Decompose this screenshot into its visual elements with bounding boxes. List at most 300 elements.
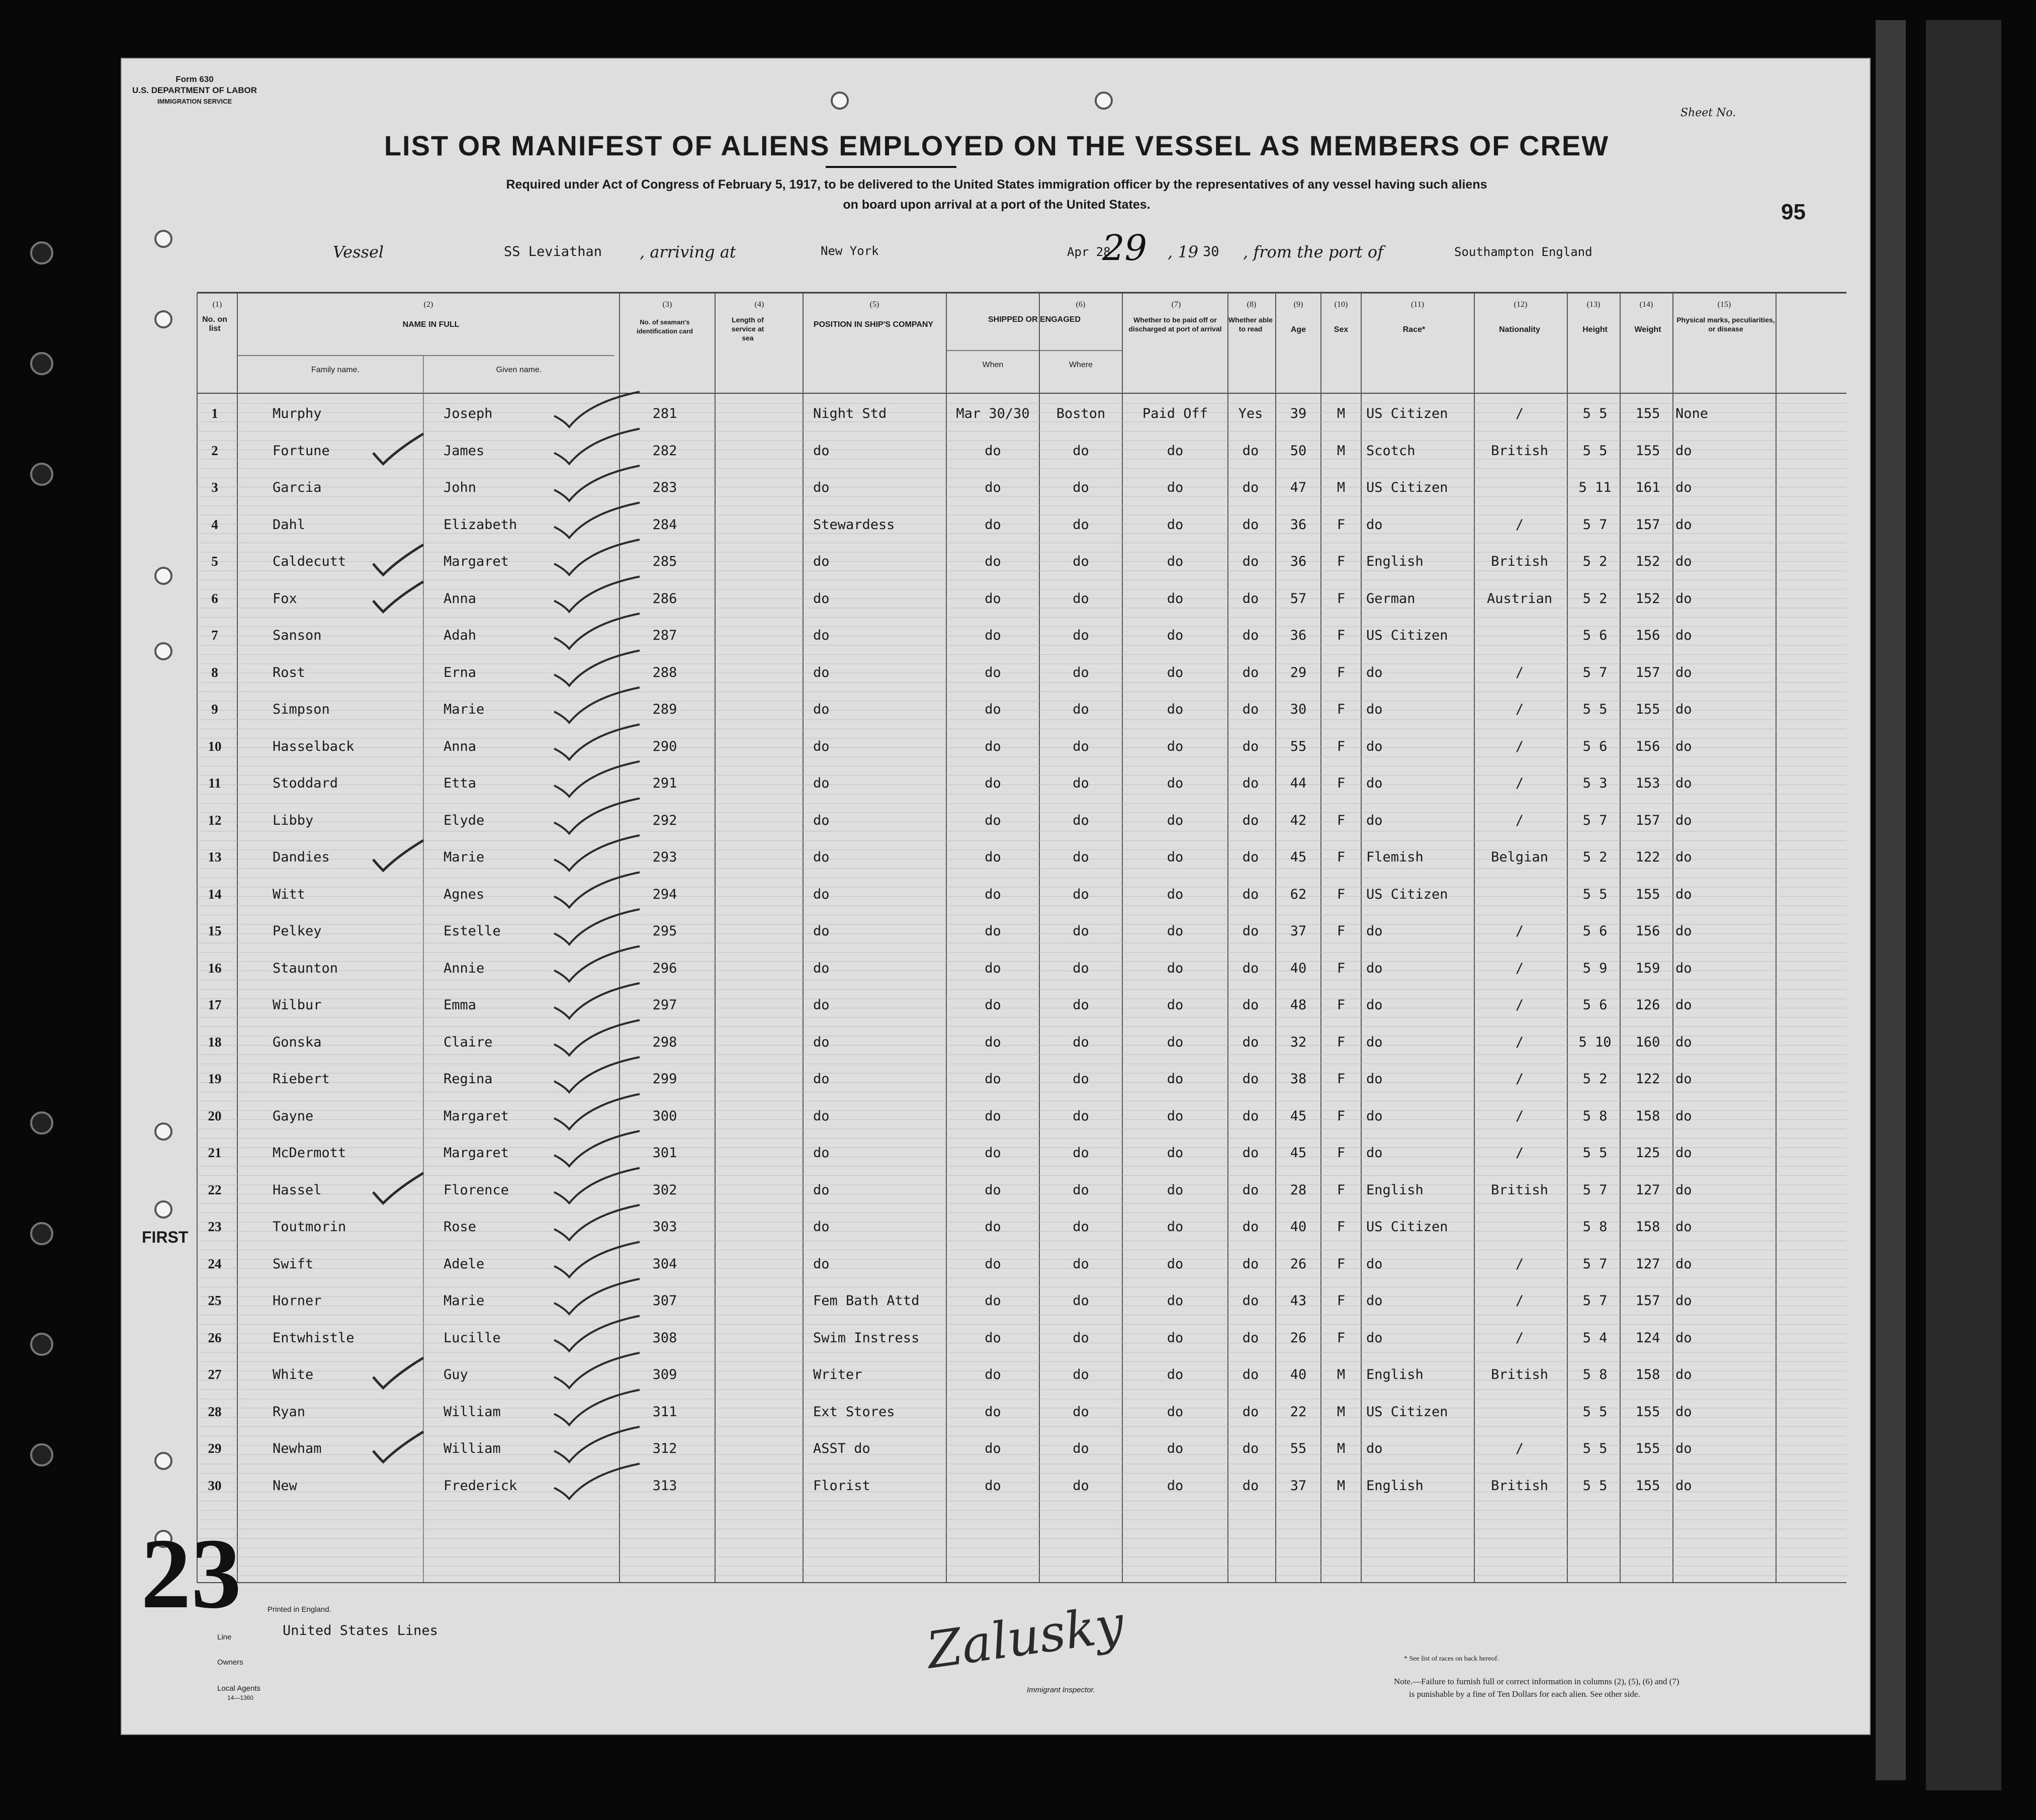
cell-card: 299 bbox=[652, 1071, 677, 1087]
cell-nationality: / bbox=[1515, 923, 1524, 939]
cell-paid: do bbox=[1167, 664, 1184, 680]
cell-paid: do bbox=[1167, 1219, 1184, 1235]
page-title: LIST OR MANIFEST OF ALIENS EMPLOYED ON THE VESSEL AS MEMBERS OF CREW bbox=[384, 130, 1610, 161]
cell-where: do bbox=[1073, 1256, 1089, 1272]
hole-punch bbox=[154, 642, 172, 660]
cell-marks: do bbox=[1675, 1034, 1692, 1050]
immigrant-inspector-label: Immigrant Inspector. bbox=[1027, 1686, 1096, 1694]
cell-no: 19 bbox=[208, 1071, 222, 1086]
header-when: When bbox=[982, 361, 1004, 369]
cell-given: Erna bbox=[444, 664, 477, 680]
checkmark bbox=[554, 577, 640, 612]
column-number: (1) bbox=[212, 300, 222, 309]
cell-read: do bbox=[1242, 1034, 1259, 1050]
cell-where: do bbox=[1073, 1034, 1089, 1050]
cell-family: Caldecutt bbox=[273, 554, 346, 569]
cell-no: 26 bbox=[208, 1330, 222, 1345]
cell-race: do bbox=[1366, 1330, 1383, 1346]
cell-nationality: / bbox=[1515, 1330, 1524, 1346]
cell-nationality: / bbox=[1515, 738, 1524, 754]
hole-punch bbox=[154, 1200, 172, 1219]
cell-sex: F bbox=[1337, 997, 1346, 1013]
cell-race: do bbox=[1366, 1441, 1383, 1456]
cell-race: do bbox=[1366, 1034, 1383, 1050]
cell-age: 55 bbox=[1290, 1441, 1307, 1456]
cell-given: Guy bbox=[444, 1367, 468, 1382]
cell-given: William bbox=[444, 1404, 501, 1420]
cell-family: Toutmorin bbox=[273, 1219, 346, 1235]
column-number: (12) bbox=[1514, 300, 1528, 309]
cell-weight: 127 bbox=[1635, 1256, 1660, 1272]
cell-position: do bbox=[813, 590, 830, 606]
checkmark bbox=[554, 392, 640, 427]
cell-weight: 125 bbox=[1635, 1145, 1660, 1161]
cell-given: Frederick bbox=[444, 1478, 517, 1494]
cell-paid: do bbox=[1167, 1441, 1184, 1456]
cell-age: 62 bbox=[1290, 886, 1307, 902]
cell-no: 23 bbox=[208, 1219, 222, 1234]
cell-when: do bbox=[985, 516, 1001, 533]
cell-no: 17 bbox=[208, 997, 222, 1012]
cell-read: do bbox=[1242, 1071, 1259, 1087]
cell-no: 3 bbox=[211, 480, 218, 495]
cell-height: 5 8 bbox=[1582, 1367, 1608, 1382]
cell-no: 14 bbox=[208, 886, 222, 902]
cell-when: do bbox=[985, 1441, 1001, 1456]
cell-card: 296 bbox=[652, 960, 677, 976]
cell-sex: M bbox=[1337, 1441, 1346, 1456]
cell-race: do bbox=[1366, 1256, 1383, 1272]
cell-nationality: / bbox=[1515, 516, 1524, 533]
cell-marks: do bbox=[1675, 775, 1692, 791]
cell-nationality: Austrian bbox=[1486, 590, 1553, 606]
cell-given: Marie bbox=[444, 702, 485, 717]
column-number: (13) bbox=[1586, 300, 1601, 309]
cell-read: do bbox=[1242, 1219, 1259, 1235]
cell-marks: do bbox=[1675, 738, 1692, 754]
cell-card: 282 bbox=[652, 443, 677, 459]
cell-paid: do bbox=[1167, 1256, 1184, 1272]
first-class-label: FIRST bbox=[142, 1228, 189, 1246]
cell-given: Regina bbox=[444, 1071, 493, 1087]
cell-given: Margaret bbox=[444, 554, 509, 569]
cell-sex: F bbox=[1337, 1034, 1346, 1050]
header-race: Race* bbox=[1402, 325, 1426, 334]
cell-sex: M bbox=[1337, 1478, 1346, 1494]
cell-paid: do bbox=[1167, 960, 1184, 976]
cell-family: Dandies bbox=[273, 849, 330, 865]
column-number: (3) bbox=[662, 300, 672, 309]
cell-sex: F bbox=[1337, 1293, 1346, 1309]
cell-age: 55 bbox=[1290, 738, 1307, 754]
cell-height: 5 7 bbox=[1582, 1256, 1608, 1272]
cell-family: Murphy bbox=[273, 406, 322, 421]
cell-paid: do bbox=[1167, 480, 1184, 495]
checkmark bbox=[554, 1316, 640, 1351]
checkmark bbox=[554, 1390, 640, 1425]
cell-nationality: British bbox=[1491, 1182, 1548, 1198]
column-number: (6) bbox=[1076, 300, 1086, 309]
cell-card: 304 bbox=[652, 1256, 677, 1272]
cell-sex: M bbox=[1337, 1404, 1346, 1420]
cell-card: 288 bbox=[652, 664, 677, 680]
cell-family: Hasselback bbox=[273, 738, 355, 754]
checkmark bbox=[554, 1205, 640, 1240]
header-age: Age bbox=[1290, 325, 1306, 334]
cell-race: do bbox=[1366, 1293, 1383, 1309]
cell-read: do bbox=[1242, 702, 1259, 717]
cell-read: do bbox=[1242, 812, 1259, 828]
cell-no: 15 bbox=[208, 923, 222, 938]
cell-paid: do bbox=[1167, 1330, 1184, 1346]
cell-paid: do bbox=[1167, 738, 1184, 754]
cell-weight: 155 bbox=[1635, 406, 1660, 421]
header-family-name: Family name. bbox=[311, 366, 360, 374]
checkmark bbox=[554, 1464, 640, 1499]
cell-card: 294 bbox=[652, 886, 677, 902]
arriving-label: , arriving at bbox=[640, 242, 736, 262]
cell-weight: 155 bbox=[1635, 886, 1660, 902]
binding-hole bbox=[30, 352, 53, 375]
cell-age: 37 bbox=[1290, 923, 1307, 939]
cell-when: do bbox=[985, 702, 1001, 717]
cell-race: US Citizen bbox=[1366, 480, 1448, 495]
cell-read: do bbox=[1242, 1145, 1259, 1161]
cell-race: do bbox=[1366, 516, 1383, 533]
cell-given: John bbox=[444, 480, 477, 495]
checkmark bbox=[554, 1131, 640, 1166]
manifest-sheet bbox=[121, 58, 1871, 1735]
checkmark bbox=[373, 840, 423, 871]
cell-age: 40 bbox=[1290, 960, 1307, 976]
cell-weight: 156 bbox=[1635, 738, 1660, 754]
cell-weight: 158 bbox=[1635, 1367, 1660, 1382]
cell-given: Emma bbox=[444, 997, 477, 1013]
binding-hole bbox=[30, 1222, 53, 1245]
cell-nationality: / bbox=[1515, 812, 1524, 828]
cell-paid: do bbox=[1167, 923, 1184, 939]
cell-marks: do bbox=[1675, 1330, 1692, 1346]
cell-no: 8 bbox=[211, 664, 218, 680]
cell-when: do bbox=[985, 849, 1001, 865]
cell-sex: F bbox=[1337, 702, 1346, 717]
cell-weight: 152 bbox=[1635, 554, 1660, 569]
cell-when: Mar 30/30 bbox=[956, 406, 1030, 421]
cell-position: do bbox=[813, 628, 830, 643]
cell-age: 40 bbox=[1290, 1219, 1307, 1235]
cell-age: 50 bbox=[1290, 443, 1307, 459]
cell-no: 22 bbox=[208, 1182, 222, 1197]
vessel-label: Vessel bbox=[333, 242, 384, 262]
cell-weight: 161 bbox=[1635, 480, 1660, 495]
cell-weight: 122 bbox=[1635, 849, 1660, 865]
cell-height: 5 5 bbox=[1582, 702, 1608, 717]
column-number: (7) bbox=[1171, 300, 1181, 309]
cell-sex: F bbox=[1337, 812, 1346, 828]
cell-marks: do bbox=[1675, 1293, 1692, 1309]
cell-race: do bbox=[1366, 997, 1383, 1013]
cell-marks: do bbox=[1675, 1108, 1692, 1124]
cell-nationality: / bbox=[1515, 1441, 1524, 1456]
cell-where: do bbox=[1073, 849, 1089, 865]
arrival-date-overwrite: 29 bbox=[1102, 227, 1147, 269]
cell-when: do bbox=[985, 812, 1001, 828]
cell-nationality: / bbox=[1515, 664, 1524, 680]
cell-age: 29 bbox=[1290, 664, 1307, 680]
arrival-port: New York bbox=[821, 244, 879, 258]
checkmark bbox=[554, 1279, 640, 1314]
cell-weight: 153 bbox=[1635, 775, 1660, 791]
cell-card: 307 bbox=[652, 1293, 677, 1309]
cell-race: do bbox=[1366, 664, 1383, 680]
cell-age: 32 bbox=[1290, 1034, 1307, 1050]
stamped-sheet-number: 23 bbox=[141, 1518, 241, 1629]
cell-race: US Citizen bbox=[1366, 886, 1448, 902]
binding-hole bbox=[30, 241, 53, 265]
cell-weight: 157 bbox=[1635, 812, 1660, 828]
cell-position: Ext Stores bbox=[813, 1404, 895, 1420]
cell-where: do bbox=[1073, 480, 1089, 495]
cell-card: 297 bbox=[652, 997, 677, 1013]
cell-no: 28 bbox=[208, 1404, 222, 1419]
cell-age: 45 bbox=[1290, 849, 1307, 865]
cell-given: Adah bbox=[444, 628, 477, 643]
checkmark bbox=[554, 1057, 640, 1092]
cell-given: William bbox=[444, 1441, 501, 1456]
cell-when: do bbox=[985, 480, 1001, 495]
column-number: (5) bbox=[869, 300, 879, 309]
column-number: (9) bbox=[1293, 300, 1303, 309]
cell-family: Riebert bbox=[273, 1071, 330, 1087]
cell-position: do bbox=[813, 1108, 830, 1124]
cell-height: 5 7 bbox=[1582, 1293, 1608, 1309]
cell-age: 45 bbox=[1290, 1108, 1307, 1124]
cell-nationality: / bbox=[1515, 1071, 1524, 1087]
cell-height: 5 6 bbox=[1582, 923, 1608, 939]
cell-family: Newham bbox=[273, 1441, 322, 1456]
cell-sex: F bbox=[1337, 960, 1346, 976]
cell-read: do bbox=[1242, 1478, 1259, 1494]
cell-race: English bbox=[1366, 1367, 1424, 1382]
cell-read: do bbox=[1242, 443, 1259, 459]
cell-age: 22 bbox=[1290, 1404, 1307, 1420]
cell-no: 10 bbox=[208, 738, 222, 754]
column-number: (14) bbox=[1639, 300, 1653, 309]
cell-read: do bbox=[1242, 1182, 1259, 1198]
cell-paid: do bbox=[1167, 516, 1184, 533]
cell-when: do bbox=[985, 1367, 1001, 1382]
cell-sex: F bbox=[1337, 664, 1346, 680]
cell-family: Horner bbox=[273, 1293, 322, 1309]
cell-family: Ryan bbox=[273, 1404, 306, 1420]
cell-where: do bbox=[1073, 1330, 1089, 1346]
cell-race: do bbox=[1366, 1071, 1383, 1087]
cell-age: 47 bbox=[1290, 480, 1307, 495]
cell-where: Boston bbox=[1056, 406, 1106, 421]
cell-family: Fortune bbox=[273, 443, 330, 459]
cell-paid: do bbox=[1167, 1404, 1184, 1420]
inspector-signature: Zalusky bbox=[923, 1594, 1128, 1680]
cell-read: do bbox=[1242, 997, 1259, 1013]
cell-paid: do bbox=[1167, 1071, 1184, 1087]
cell-race: do bbox=[1366, 812, 1383, 828]
cell-marks: do bbox=[1675, 1441, 1692, 1456]
cell-weight: 155 bbox=[1635, 443, 1660, 459]
cell-weight: 155 bbox=[1635, 1404, 1660, 1420]
cell-position: Stewardess bbox=[813, 516, 895, 533]
cell-where: do bbox=[1073, 1145, 1089, 1161]
cell-no: 29 bbox=[208, 1441, 222, 1456]
cell-no: 12 bbox=[208, 812, 222, 828]
cell-sex: F bbox=[1337, 849, 1346, 865]
cell-sex: M bbox=[1337, 406, 1346, 421]
cell-read: do bbox=[1242, 886, 1259, 902]
cell-weight: 155 bbox=[1635, 702, 1660, 717]
cell-family: Rost bbox=[273, 664, 306, 680]
checkmark bbox=[554, 503, 640, 538]
cell-paid: do bbox=[1167, 1108, 1184, 1124]
header-length-service: Length of service at sea bbox=[731, 316, 764, 342]
arrival-date: Apr 28 bbox=[1067, 245, 1111, 259]
column-number: (10) bbox=[1334, 300, 1348, 309]
cell-race: do bbox=[1366, 923, 1383, 939]
cell-weight: 159 bbox=[1635, 960, 1660, 976]
cell-sex: F bbox=[1337, 738, 1346, 754]
departure-port: Southampton England bbox=[1454, 245, 1592, 259]
cell-weight: 157 bbox=[1635, 1293, 1660, 1309]
header-able-read: Whether able to read bbox=[1228, 316, 1273, 333]
cell-card: 302 bbox=[652, 1182, 677, 1198]
cell-position: do bbox=[813, 1145, 830, 1161]
cell-where: do bbox=[1073, 997, 1089, 1013]
cell-read: do bbox=[1242, 664, 1259, 680]
cell-when: do bbox=[985, 1145, 1001, 1161]
cell-nationality: / bbox=[1515, 1108, 1524, 1124]
cell-where: do bbox=[1073, 1219, 1089, 1235]
cell-age: 36 bbox=[1290, 516, 1307, 533]
cell-card: 286 bbox=[652, 590, 677, 606]
cell-when: do bbox=[985, 960, 1001, 976]
cell-height: 5 5 bbox=[1582, 406, 1608, 421]
cell-age: 36 bbox=[1290, 628, 1307, 643]
cell-no: 7 bbox=[211, 628, 218, 643]
cell-race: do bbox=[1366, 1108, 1383, 1124]
cell-height: 5 3 bbox=[1582, 775, 1608, 791]
cell-no: 27 bbox=[208, 1367, 222, 1382]
cell-where: do bbox=[1073, 1182, 1089, 1198]
vessel-name: SS Leviathan bbox=[504, 244, 602, 259]
cell-family: Swift bbox=[273, 1256, 314, 1272]
cell-where: do bbox=[1073, 1478, 1089, 1494]
form-code: 14—1360 bbox=[227, 1694, 254, 1701]
cell-paid: do bbox=[1167, 1145, 1184, 1161]
cell-read: do bbox=[1242, 1367, 1259, 1382]
cell-age: 36 bbox=[1290, 554, 1307, 569]
checkmark bbox=[554, 799, 640, 834]
cell-family: Entwhistle bbox=[273, 1330, 355, 1346]
cell-read: Yes bbox=[1238, 406, 1263, 421]
cell-where: do bbox=[1073, 554, 1089, 569]
checkmark bbox=[554, 540, 640, 575]
cell-paid: do bbox=[1167, 1367, 1184, 1382]
cell-age: 26 bbox=[1290, 1330, 1307, 1346]
cell-when: do bbox=[985, 775, 1001, 791]
cell-nationality: / bbox=[1515, 702, 1524, 717]
cell-height: 5 6 bbox=[1582, 997, 1608, 1013]
checkmark bbox=[554, 429, 640, 464]
cell-paid: do bbox=[1167, 1293, 1184, 1309]
cell-paid: do bbox=[1167, 997, 1184, 1013]
cell-age: 48 bbox=[1290, 997, 1307, 1013]
cell-read: do bbox=[1242, 775, 1259, 791]
cell-when: do bbox=[985, 1219, 1001, 1235]
cell-paid: do bbox=[1167, 812, 1184, 828]
cell-no: 25 bbox=[208, 1293, 222, 1308]
cell-position: Writer bbox=[813, 1367, 862, 1382]
cell-height: 5 7 bbox=[1582, 812, 1608, 828]
checkmark bbox=[373, 434, 423, 464]
hole-punch bbox=[831, 92, 849, 110]
cell-when: do bbox=[985, 738, 1001, 754]
cell-where: do bbox=[1073, 960, 1089, 976]
hole-punch bbox=[154, 1122, 172, 1141]
header-height: Height bbox=[1582, 325, 1608, 334]
cell-height: 5 2 bbox=[1582, 590, 1608, 606]
cell-paid: do bbox=[1167, 702, 1184, 717]
cell-height: 5 7 bbox=[1582, 516, 1608, 533]
cell-no: 4 bbox=[211, 516, 218, 532]
header-paid-off: Whether to be paid off or discharged at port of arrival bbox=[1128, 316, 1222, 333]
checkmark bbox=[554, 1168, 640, 1203]
cell-sex: F bbox=[1337, 590, 1346, 606]
cell-read: do bbox=[1242, 554, 1259, 569]
cell-height: 5 10 bbox=[1578, 1034, 1612, 1050]
cell-weight: 155 bbox=[1635, 1478, 1660, 1494]
cell-sex: F bbox=[1337, 628, 1346, 643]
cell-weight: 157 bbox=[1635, 516, 1660, 533]
cell-card: 311 bbox=[652, 1404, 677, 1420]
cell-given: Margaret bbox=[444, 1108, 509, 1124]
cell-paid: Paid Off bbox=[1142, 406, 1208, 421]
cell-card: 285 bbox=[652, 554, 677, 569]
cell-race: German bbox=[1366, 590, 1415, 606]
cell-given: Anna bbox=[444, 590, 477, 606]
cell-no: 6 bbox=[211, 590, 218, 606]
column-number: (2) bbox=[423, 300, 433, 309]
cell-when: do bbox=[985, 1182, 1001, 1198]
cell-card: 295 bbox=[652, 923, 677, 939]
cell-weight: 126 bbox=[1635, 997, 1660, 1013]
cell-paid: do bbox=[1167, 443, 1184, 459]
cell-position: do bbox=[813, 923, 830, 939]
cell-age: 57 bbox=[1290, 590, 1307, 606]
checkmark bbox=[373, 582, 423, 612]
cell-position: Swim Instress bbox=[813, 1330, 920, 1346]
cell-when: do bbox=[985, 443, 1001, 459]
cell-race: do bbox=[1366, 960, 1383, 976]
header-weight: Weight bbox=[1634, 325, 1661, 334]
cell-height: 5 6 bbox=[1582, 738, 1608, 754]
cell-no: 30 bbox=[208, 1478, 222, 1493]
cell-family: Dahl bbox=[273, 516, 306, 533]
cell-read: do bbox=[1242, 738, 1259, 754]
cell-when: do bbox=[985, 1256, 1001, 1272]
cell-marks: do bbox=[1675, 590, 1692, 606]
cell-where: do bbox=[1073, 628, 1089, 643]
cell-sex: F bbox=[1337, 775, 1346, 791]
cell-age: 37 bbox=[1290, 1478, 1307, 1494]
cell-height: 5 5 bbox=[1582, 1145, 1608, 1161]
